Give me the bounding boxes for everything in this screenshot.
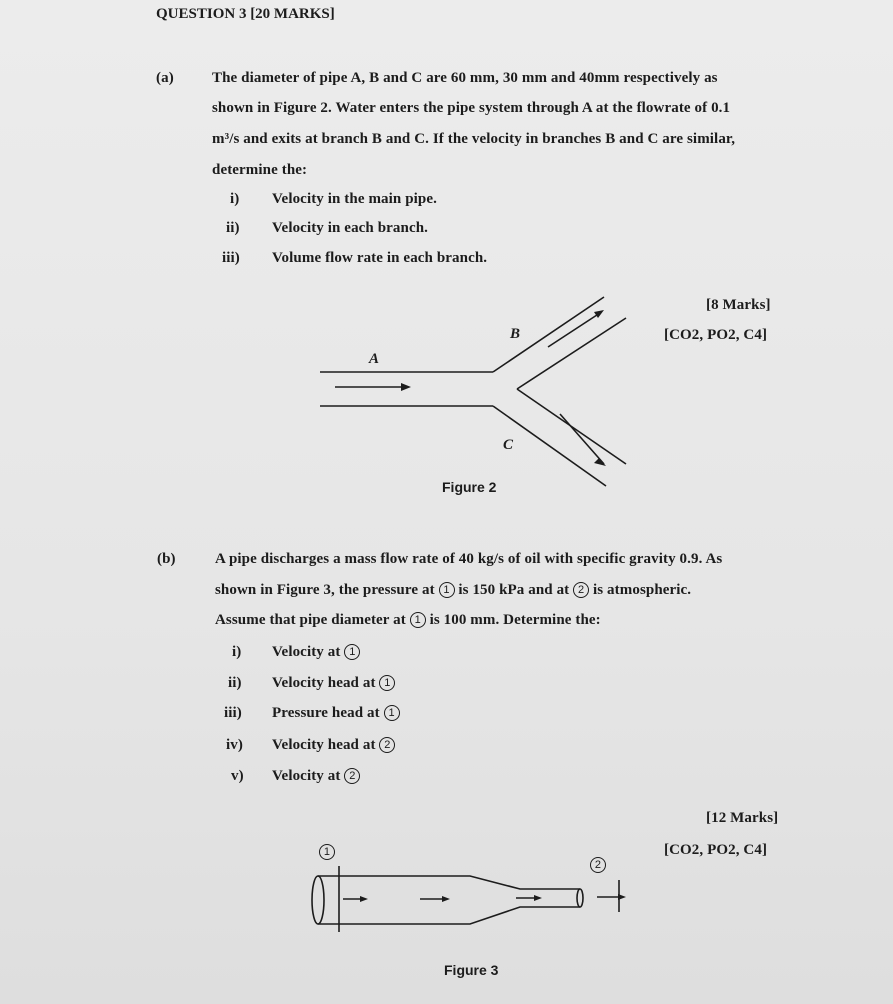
point-1-marker: 1 <box>410 612 426 628</box>
part-b-item-1-text: Velocity at <box>272 644 341 660</box>
part-b-item-1-num: i) <box>232 644 242 660</box>
part-b-line-2-mid: is 150 kPa and at <box>458 582 570 598</box>
part-b-item-5-num: v) <box>231 768 244 784</box>
figure-3-point-1 <box>319 844 335 861</box>
part-a-item-3-num: iii) <box>222 250 240 266</box>
figure-2-label-c: C <box>503 437 514 453</box>
figure-3-point-2 <box>590 857 606 874</box>
point-marker: 2 <box>344 768 360 784</box>
part-b-item-2-num: ii) <box>228 675 242 691</box>
part-b-item-5-text: Velocity at <box>272 768 341 784</box>
figure-2-label-a: A <box>369 351 380 367</box>
point-1-marker: 1 <box>439 582 455 598</box>
part-b-item-3-text: Pressure head at <box>272 705 380 721</box>
figure-2-caption: Figure 2 <box>442 479 497 495</box>
point-2-marker: 2 <box>573 582 589 598</box>
part-a-line-3: m³/s and exits at branch B and C. If the velocity in branches B and C are similar, <box>212 131 736 147</box>
part-a-marks: [8 Marks] <box>706 297 771 313</box>
part-b-item-4-num: iv) <box>226 737 243 753</box>
question-title: QUESTION 3 [20 MARKS] <box>156 6 335 22</box>
part-b-line-2-pre: shown in Figure 3, the pressure at <box>215 582 435 598</box>
part-b-outcomes: [CO2, PO2, C4] <box>664 842 768 858</box>
part-b-label: (b) <box>157 551 176 567</box>
part-a-item-3-text: Volume flow rate in each branch. <box>272 250 488 266</box>
part-a-item-2-num: ii) <box>226 220 240 236</box>
part-b-item-4-text: Velocity head at <box>272 737 376 753</box>
point-marker: 2 <box>379 737 395 753</box>
part-a-line-1: The diameter of pipe A, B and C are 60 mm, 30 mm and 40mm respectively as <box>212 70 718 86</box>
part-b-line-2-post: is atmospheric. <box>593 582 692 598</box>
part-b-line-1: A pipe discharges a mass flow rate of 40 kg/s of oil with specific gravity 0.9. As <box>215 551 723 567</box>
part-a-item-1-text: Velocity in the main pipe. <box>272 191 437 207</box>
part-b-line-3-pre: Assume that pipe diameter at <box>215 612 406 628</box>
part-b-item-2-text: Velocity head at <box>272 675 376 691</box>
part-a-item-1-num: i) <box>230 191 240 207</box>
figure-2-label-b: B <box>510 326 521 342</box>
part-a-item-2-text: Velocity in each branch. <box>272 220 429 236</box>
figure-3-caption: Figure 3 <box>444 962 499 978</box>
part-a-line-2: shown in Figure 2. Water enters the pipe system through A at the flowrate of 0.1 <box>212 100 731 116</box>
part-b-line-3-post: is 100 mm. Determine the: <box>429 612 601 628</box>
part-a-outcomes: [CO2, PO2, C4] <box>664 327 768 343</box>
part-a-label: (a) <box>156 70 174 86</box>
point-marker: 1 <box>384 705 400 721</box>
part-b-item-3-num: iii) <box>224 705 242 721</box>
point-marker: 1 <box>344 644 360 660</box>
part-a-line-4: determine the: <box>212 162 308 178</box>
point-1-icon: 1 <box>319 844 335 860</box>
part-b-marks: [12 Marks] <box>706 810 779 826</box>
point-marker: 1 <box>379 675 395 691</box>
point-2-icon: 2 <box>590 857 606 873</box>
